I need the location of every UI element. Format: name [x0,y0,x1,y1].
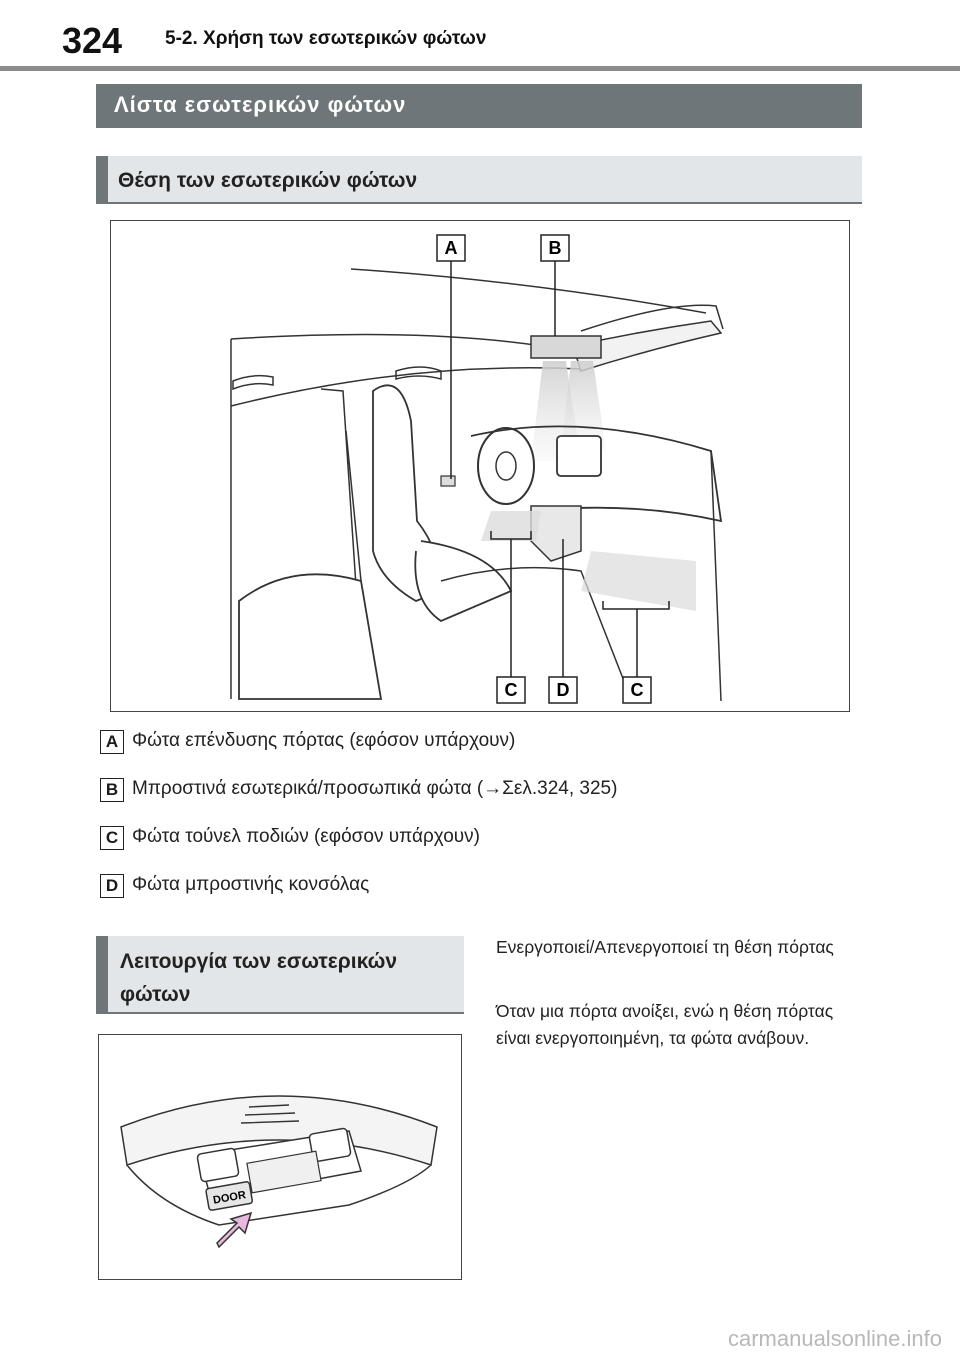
subsection-title-operation: Λειτουργία των εσωτερικών φώτων [96,936,464,1014]
interior-lights-figure [110,220,850,712]
callout-label: A [444,238,458,258]
callout-label: D [556,680,570,700]
door-position-heading: Ενεργοποιεί/Απενεργοποιεί τη θέση πόρτας [496,937,834,957]
section-title: Λίστα εσωτερικών φώτων [96,84,862,128]
legend-text: Φώτα μπροστινής κονσόλας [132,874,370,895]
callout-label: C [504,680,518,700]
door-trim-light [441,476,455,486]
door-label: DOOR [212,1189,247,1207]
legend-key: A [100,730,124,754]
callout-B [541,235,569,336]
legend-key: D [100,874,124,898]
callout-label: B [548,238,562,258]
page-number: 324 [62,20,123,61]
watermark: carmanualsonline.info [727,1326,942,1351]
callout-label: C [630,680,644,700]
door-position-description: Όταν μια πόρτα ανοίξει, ενώ η θέση πόρτας είναι ενεργοποιημένη, τα φώτα ανάβουν. [496,1001,834,1048]
center-display [557,436,601,476]
car-interior-illustration [111,221,849,711]
running-title: 5-2. Χρήση των εσωτερικών φώτων [165,28,487,49]
legend-text: Φώτα τούνελ ποδιών (εφόσον υπάρχουν) [132,826,481,847]
callout-C-left [491,531,531,703]
legend-text: Μπροστινά εσωτερικά/προσωπικά φώτα (→Σελ.324, 325) [132,778,618,799]
overhead-console [531,336,601,358]
legend-key: B [100,778,124,802]
header-rule [0,66,960,71]
legend-text: Φώτα επένδυσης πόρτας (εφόσον υπάρχουν) [132,730,516,751]
legend-key: C [100,826,124,850]
callout-A [437,235,465,479]
overhead-console-illustration [99,1035,461,1279]
door-switch-figure [98,1034,462,1280]
callout-D [549,539,577,703]
subsection-title-location: Θέση των εσωτερικών φώτων [96,156,862,204]
